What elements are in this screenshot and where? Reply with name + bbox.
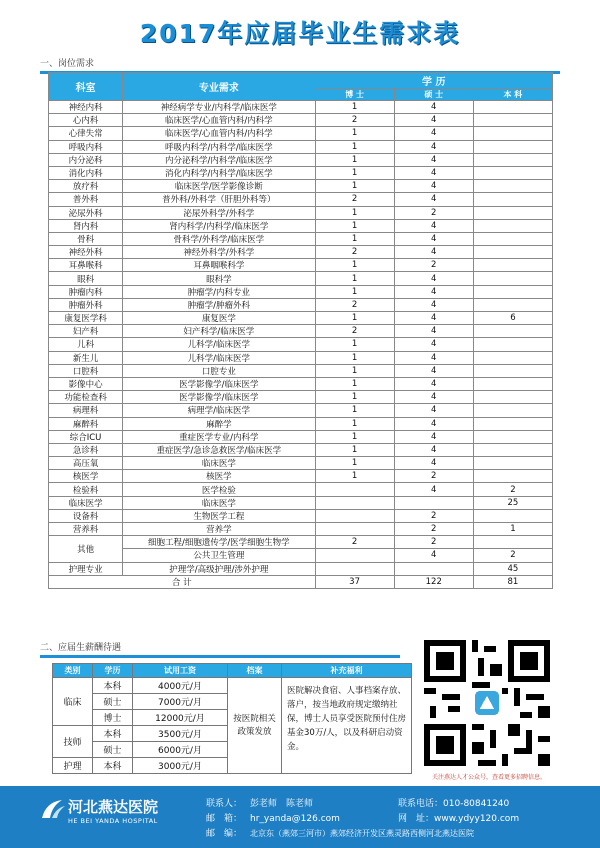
master-count: 4: [394, 114, 473, 127]
table-row: [49, 153, 553, 166]
phd-count: 1: [315, 232, 394, 245]
master-count: 4: [394, 404, 473, 417]
master-count: 4: [394, 219, 473, 232]
dept-cell: 护理专业: [49, 562, 123, 575]
table-row: [49, 562, 553, 575]
master-count: 4: [394, 232, 473, 245]
master-count: 4: [394, 391, 473, 404]
major-cell: 临床医学: [123, 496, 315, 509]
section-heading-salary: 二、应届生薪酬待遇: [40, 640, 400, 658]
major-cell: 重症医学/急诊急救医学/临床医学: [123, 443, 315, 456]
table-row: [49, 483, 553, 496]
table-row: [49, 509, 553, 522]
phd-count: 1: [315, 219, 394, 232]
master-count: 4: [394, 364, 473, 377]
bachelor-count: [473, 391, 552, 404]
table-row: [53, 678, 412, 694]
master-count: 4: [394, 153, 473, 166]
dept-cell: 普外科: [49, 193, 123, 206]
table-row: [49, 259, 553, 272]
table-row: [49, 312, 553, 325]
phd-count: 1: [315, 206, 394, 219]
dept-cell: 其他: [49, 536, 123, 562]
dept-cell: 康复医学科: [49, 312, 123, 325]
edu-cell: 本科: [92, 758, 132, 774]
salary-cell: 3000元/月: [132, 758, 227, 774]
dept-cell: 影像中心: [49, 377, 123, 390]
master-count: 4: [394, 272, 473, 285]
master-count: 2: [394, 523, 473, 536]
dept-cell: 检验科: [49, 483, 123, 496]
table-row: [49, 404, 553, 417]
salary-cell: 4000元/月: [132, 678, 227, 694]
phd-count: [315, 562, 394, 575]
phd-count: 1: [315, 259, 394, 272]
header-salary: 试用工资: [132, 664, 227, 678]
master-count: 4: [394, 101, 473, 114]
qr-code-icon[interactable]: [424, 640, 550, 766]
table-row: [49, 457, 553, 470]
table-row: [49, 325, 553, 338]
bachelor-count: [473, 470, 552, 483]
major-cell: 医学影像学/临床医学: [123, 377, 315, 390]
bachelor-count: [473, 298, 552, 311]
edu-cell: 硕士: [92, 694, 132, 710]
master-total: 122: [394, 575, 473, 588]
table-row: [49, 101, 553, 114]
header-type: 类别: [53, 664, 93, 678]
major-cell: 临床医学: [123, 457, 315, 470]
major-cell: 骨科学/外科学/临床医学: [123, 232, 315, 245]
table-row: [49, 232, 553, 245]
contact-address: 邮 编： 北京东（燕郊三河市）燕郊经济开发区燕灵路西侧河北燕达医院: [206, 829, 474, 839]
salary-cell: 3500元/月: [132, 726, 227, 742]
bachelor-count: 2: [473, 483, 552, 496]
header-education: 学 历: [315, 73, 552, 89]
contact-email: 邮 箱： hr_yanda@126.com: [206, 814, 340, 824]
major-cell: 临床医学/心血管内科/内科学: [123, 114, 315, 127]
phd-count: 1: [315, 391, 394, 404]
table-row: [49, 114, 553, 127]
phd-count: 1: [315, 285, 394, 298]
bachelor-count: [473, 114, 552, 127]
edu-cell: 本科: [92, 726, 132, 742]
major-cell: 临床医学/医学影像诊断: [123, 180, 315, 193]
edu-cell: 硕士: [92, 742, 132, 758]
bachelor-count: [473, 166, 552, 179]
salary-table: [52, 663, 412, 774]
dept-cell: 综合ICU: [49, 430, 123, 443]
major-cell: 麻醉学: [123, 417, 315, 430]
footer: [0, 786, 600, 848]
major-cell: 口腔专业: [123, 364, 315, 377]
salary-cell: 7000元/月: [132, 694, 227, 710]
major-cell: 营养学: [123, 523, 315, 536]
salary-cell: 12000元/月: [132, 710, 227, 726]
welfare-cell: 医院解决食宿、人事档案存放、落户，按当地政府规定缴纳社保，博士人员享受医院预付住房基金30万/人，以及科研启动资金。: [282, 678, 412, 774]
bachelor-count: [473, 180, 552, 193]
dept-cell: 急诊科: [49, 443, 123, 456]
major-cell: 重症医学专业/内科学: [123, 430, 315, 443]
table-row: [49, 430, 553, 443]
master-count: 4: [394, 312, 473, 325]
phd-count: 1: [315, 417, 394, 430]
dept-cell: 营养科: [49, 523, 123, 536]
bachelor-count: [473, 417, 552, 430]
table-row: [49, 443, 553, 456]
master-count: 4: [394, 166, 473, 179]
phd-count: [315, 483, 394, 496]
phd-total: 37: [315, 575, 394, 588]
phd-count: 1: [315, 127, 394, 140]
table-row: [49, 417, 553, 430]
header-major: 专业需求: [123, 73, 315, 101]
phd-count: 1: [315, 470, 394, 483]
header-settle: 档案: [228, 664, 282, 678]
bachelor-count: [473, 101, 552, 114]
major-cell: 病理学/临床医学: [123, 404, 315, 417]
dept-cell: 神经内科: [49, 101, 123, 114]
header-master: 硕 士: [394, 89, 473, 101]
bachelor-count: [473, 206, 552, 219]
major-cell: 神经外科学/外科学: [123, 246, 315, 259]
type-cell: 临床: [53, 678, 93, 726]
major-cell: 康复医学: [123, 312, 315, 325]
table-row: [49, 496, 553, 509]
major-cell: 儿科学/临床医学: [123, 338, 315, 351]
major-cell: 公共卫生管理: [123, 549, 315, 562]
type-cell: 护理: [53, 758, 93, 774]
phd-count: 1: [315, 101, 394, 114]
major-cell: 消化内科学/内科学/临床医学: [123, 166, 315, 179]
master-count: 2: [394, 259, 473, 272]
bachelor-count: [473, 325, 552, 338]
dept-cell: 功能检查科: [49, 391, 123, 404]
dept-cell: 消化内科: [49, 166, 123, 179]
master-count: 4: [394, 193, 473, 206]
table-row: [49, 351, 553, 364]
dept-cell: 核医学: [49, 470, 123, 483]
master-count: 4: [394, 377, 473, 390]
phd-count: 1: [315, 377, 394, 390]
bachelor-count: [473, 443, 552, 456]
logo-name-en: HE BEI YANDA HOSPITAL: [68, 817, 158, 825]
type-cell: 技师: [53, 726, 93, 758]
dept-cell: 病理科: [49, 404, 123, 417]
major-cell: 肿瘤学/内科专业: [123, 285, 315, 298]
dept-cell: 妇产科: [49, 325, 123, 338]
table-row: [49, 470, 553, 483]
dept-cell: 设备科: [49, 509, 123, 522]
header-bachelor: 本 科: [473, 89, 552, 101]
master-count: 4: [394, 285, 473, 298]
bachelor-count: [473, 153, 552, 166]
phd-count: 1: [315, 180, 394, 193]
master-count: 4: [394, 351, 473, 364]
phd-count: 1: [315, 457, 394, 470]
master-count: 4: [394, 430, 473, 443]
phd-count: [315, 523, 394, 536]
edu-cell: 本科: [92, 678, 132, 694]
bachelor-count: [473, 140, 552, 153]
bachelor-count: [473, 127, 552, 140]
dept-cell: 眼科: [49, 272, 123, 285]
phd-count: [315, 496, 394, 509]
master-count: 4: [394, 483, 473, 496]
edu-cell: 博士: [92, 710, 132, 726]
major-cell: 核医学: [123, 470, 315, 483]
phd-count: 2: [315, 246, 394, 259]
phd-count: [315, 509, 394, 522]
master-count: 4: [394, 338, 473, 351]
hospital-logo-icon: [40, 798, 66, 820]
master-count: 4: [394, 246, 473, 259]
phd-count: 1: [315, 153, 394, 166]
table-row: [49, 127, 553, 140]
master-count: 4: [394, 140, 473, 153]
bachelor-count: [473, 404, 552, 417]
table-row: [49, 193, 553, 206]
bachelor-count: [473, 430, 552, 443]
phd-count: 1: [315, 351, 394, 364]
dept-cell: 口腔科: [49, 364, 123, 377]
major-cell: 内分泌科学/内科学/临床医学: [123, 153, 315, 166]
website-link[interactable]: www.ydyy120.com: [434, 814, 520, 824]
dept-cell: 神经外科: [49, 246, 123, 259]
email-link[interactable]: hr_yanda@126.com: [250, 814, 340, 824]
requirements-body: [49, 101, 553, 589]
table-row: [49, 298, 553, 311]
phd-count: 1: [315, 272, 394, 285]
master-count: 4: [394, 180, 473, 193]
bachelor-count: 25: [473, 496, 552, 509]
phd-count: 2: [315, 114, 394, 127]
table-row: [49, 523, 553, 536]
master-count: 4: [394, 417, 473, 430]
table-row: [49, 206, 553, 219]
bachelor-count: [473, 536, 552, 549]
dept-cell: 耳鼻喉科: [49, 259, 123, 272]
header-welfare: 补充福利: [282, 664, 412, 678]
dept-cell: 肾内科: [49, 219, 123, 232]
table-row: [49, 338, 553, 351]
dept-cell: 泌尿外科: [49, 206, 123, 219]
bachelor-count: [473, 509, 552, 522]
bachelor-count: [473, 377, 552, 390]
bachelor-count: [473, 351, 552, 364]
dept-cell: 心内科: [49, 114, 123, 127]
table-row: [49, 285, 553, 298]
header-dept: 科室: [49, 73, 123, 101]
master-count: 2: [394, 536, 473, 549]
table-row: [49, 549, 553, 562]
table-row: [49, 246, 553, 259]
phd-count: 1: [315, 443, 394, 456]
table-row: [49, 377, 553, 390]
master-count: 2: [394, 206, 473, 219]
phd-count: 2: [315, 325, 394, 338]
dept-cell: 儿科: [49, 338, 123, 351]
requirements-table: [48, 72, 553, 589]
major-cell: 儿科学/临床医学: [123, 351, 315, 364]
bachelor-count: 1: [473, 523, 552, 536]
table-row: [49, 575, 553, 588]
major-cell: 护理学/高级护理/涉外护理: [123, 562, 315, 575]
bachelor-count: 45: [473, 562, 552, 575]
bachelor-count: [473, 285, 552, 298]
dept-cell: 高压氧: [49, 457, 123, 470]
dept-cell: 骨科: [49, 232, 123, 245]
major-cell: 细胞工程/细胞遗传学/医学细胞生物学: [123, 536, 315, 549]
bachelor-count: [473, 246, 552, 259]
master-count: 4: [394, 298, 473, 311]
contact-person: 联系人： 彭老师 陈老师: [206, 799, 314, 809]
major-cell: 医学影像学/临床医学: [123, 391, 315, 404]
master-count: 4: [394, 325, 473, 338]
table-row: [49, 140, 553, 153]
bachelor-count: [473, 338, 552, 351]
dept-cell: 临床医学: [49, 496, 123, 509]
master-count: 4: [394, 443, 473, 456]
major-cell: 眼科学: [123, 272, 315, 285]
table-row: [49, 391, 553, 404]
table-row: [49, 364, 553, 377]
major-cell: 医学检验: [123, 483, 315, 496]
phd-count: [315, 549, 394, 562]
bachelor-count: [473, 259, 552, 272]
table-row: [49, 180, 553, 193]
bachelor-count: [473, 219, 552, 232]
dept-cell: 麻醉科: [49, 417, 123, 430]
header-phd: 博 士: [315, 89, 394, 101]
master-count: 4: [394, 127, 473, 140]
dept-cell: 肿瘤内科: [49, 285, 123, 298]
major-cell: 临床医学/心血管内科/内科学: [123, 127, 315, 140]
page-title: 2017年应届毕业生需求表: [139, 19, 461, 48]
bachelor-count: [473, 364, 552, 377]
table-row: [49, 219, 553, 232]
phd-count: 1: [315, 312, 394, 325]
section-divider: [40, 655, 400, 658]
bachelor-count: 6: [473, 312, 552, 325]
phd-count: 1: [315, 404, 394, 417]
table-row: [49, 166, 553, 179]
bachelor-count: [473, 232, 552, 245]
section-heading-positions: 一、岗位需求: [40, 56, 560, 74]
master-count: 4: [394, 549, 473, 562]
dept-cell: 呼吸内科: [49, 140, 123, 153]
header-edu: 学历: [92, 664, 132, 678]
major-cell: 神经病学专业/内科学/临床医学: [123, 101, 315, 114]
dept-cell: 肿瘤外科: [49, 298, 123, 311]
phd-count: 1: [315, 166, 394, 179]
qr-caption: 关注燕达人才公众号，查看更多招聘信息。: [431, 774, 546, 781]
major-cell: 肾内科学/内科学/临床医学: [123, 219, 315, 232]
master-count: 2: [394, 470, 473, 483]
logo-name: 河北燕达医院: [68, 798, 159, 816]
table-row: [49, 536, 553, 549]
major-cell: 泌尿外科学/外科学: [123, 206, 315, 219]
master-count: 2: [394, 509, 473, 522]
dept-cell: 新生儿: [49, 351, 123, 364]
phd-count: 2: [315, 536, 394, 549]
major-cell: 普外科/外科学（肝胆外科等）: [123, 193, 315, 206]
major-cell: 生物医学工程: [123, 509, 315, 522]
phd-count: 2: [315, 193, 394, 206]
bachelor-count: 2: [473, 549, 552, 562]
dept-cell: 放疗科: [49, 180, 123, 193]
major-cell: 耳鼻咽喉科学: [123, 259, 315, 272]
dept-cell: 内分泌科: [49, 153, 123, 166]
phd-count: 1: [315, 338, 394, 351]
phd-count: 1: [315, 430, 394, 443]
settle-cell: 按医院相关政策发放: [228, 678, 282, 774]
salary-cell: 6000元/月: [132, 742, 227, 758]
master-count: [394, 562, 473, 575]
bachelor-count: [473, 457, 552, 470]
phd-count: 2: [315, 298, 394, 311]
phd-count: 1: [315, 140, 394, 153]
contact-website: 网 址：www.ydyy120.com: [398, 814, 520, 824]
bachelor-total: 81: [473, 575, 552, 588]
table-row: [49, 272, 553, 285]
major-cell: 妇产科学/临床医学: [123, 325, 315, 338]
dept-cell: 心律失常: [49, 127, 123, 140]
bachelor-count: [473, 193, 552, 206]
master-count: [394, 496, 473, 509]
bachelor-count: [473, 272, 552, 285]
phd-count: 1: [315, 364, 394, 377]
major-cell: 肿瘤学/肿瘤外科: [123, 298, 315, 311]
major-cell: 呼吸内科学/内科学/临床医学: [123, 140, 315, 153]
master-count: 4: [394, 457, 473, 470]
total-label: 合 计: [49, 575, 316, 588]
contact-phone: 联系电话：010-80841240: [398, 799, 510, 809]
